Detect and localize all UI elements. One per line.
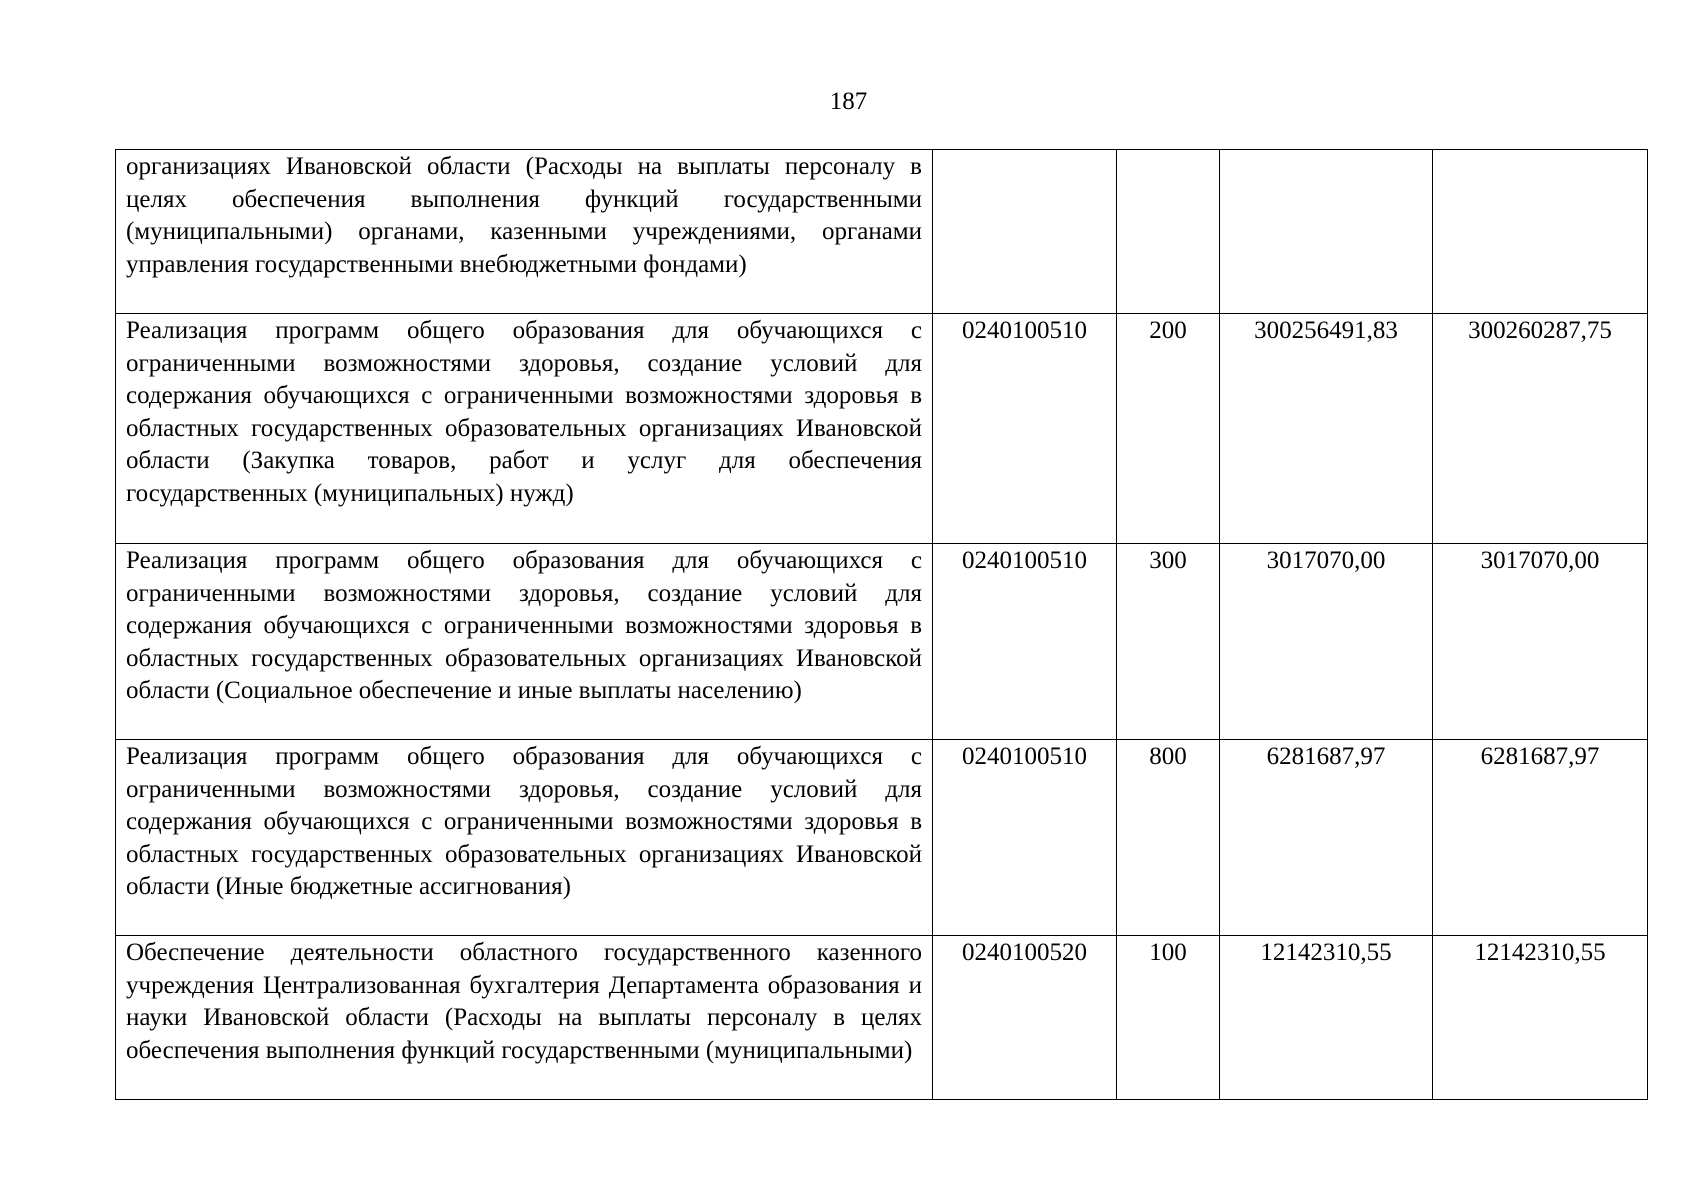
- row-amount-first: 3017070,00: [1220, 544, 1433, 740]
- row-expense-type: 100: [1117, 936, 1220, 1100]
- row-description: Реализация программ общего образования для обучающихся с ограниченными возможностями здоровья, создание условий для содержания обучающихся с ограниченными возможностями здоровья в областных государственных образовательных организациях Ивановской области (Закупка товаров, работ и услуг для обеспечения государственных (муниципальных) нужд): [116, 314, 933, 544]
- row-target-code: [933, 150, 1117, 314]
- row-target-code: 0240100510: [933, 314, 1117, 544]
- row-target-code: 0240100520: [933, 936, 1117, 1100]
- row-expense-type: [1117, 150, 1220, 314]
- row-expense-type: 800: [1117, 740, 1220, 936]
- row-amount-second: 6281687,97: [1433, 740, 1648, 936]
- row-amount-second: [1433, 150, 1648, 314]
- row-description: Реализация программ общего образования для обучающихся с ограниченными возможностями здоровья, создание условий для содержания обучающихся с ограниченными возможностями здоровья в областных государственных образовательных организациях Ивановской области (Иные бюджетные ассигнования): [116, 740, 933, 936]
- table-row: [116, 150, 1648, 314]
- row-expense-type: 200: [1117, 314, 1220, 544]
- row-description: Реализация программ общего образования для обучающихся с ограниченными возможностями здоровья, создание условий для содержания обучающихся с ограниченными возможностями здоровья в областных государственных образовательных организациях Ивановской области (Социальное обеспечение и иные выплаты населению): [116, 544, 933, 740]
- budget-table: [115, 149, 1648, 1100]
- row-amount-first: 6281687,97: [1220, 740, 1433, 936]
- row-amount-first: 12142310,55: [1220, 936, 1433, 1100]
- row-target-code: 0240100510: [933, 544, 1117, 740]
- table-row: [116, 544, 1648, 740]
- row-amount-first: [1220, 150, 1433, 314]
- table-row: [116, 314, 1648, 544]
- row-amount-first: 300256491,83: [1220, 314, 1433, 544]
- row-amount-second: 300260287,75: [1433, 314, 1648, 544]
- table-row: [116, 936, 1648, 1100]
- row-description: организациях Ивановской области (Расходы на выплаты персоналу в целях обеспечения выполнения функций государственными (муниципальными) органами, казенными учреждениями, органами управления государственными внебюджетными фондами): [116, 150, 933, 314]
- row-target-code: 0240100510: [933, 740, 1117, 936]
- row-amount-second: 3017070,00: [1433, 544, 1648, 740]
- table-row: [116, 740, 1648, 936]
- row-expense-type: 300: [1117, 544, 1220, 740]
- row-amount-second: 12142310,55: [1433, 936, 1648, 1100]
- page-number: 187: [829, 88, 868, 115]
- row-description: Обеспечение деятельности областного государственного казенного учреждения Централизованная бухгалтерия Департамента образования и науки Ивановской области (Расходы на выплаты персоналу в целях обеспечения выполнения функций государственными (муниципальными): [116, 936, 933, 1100]
